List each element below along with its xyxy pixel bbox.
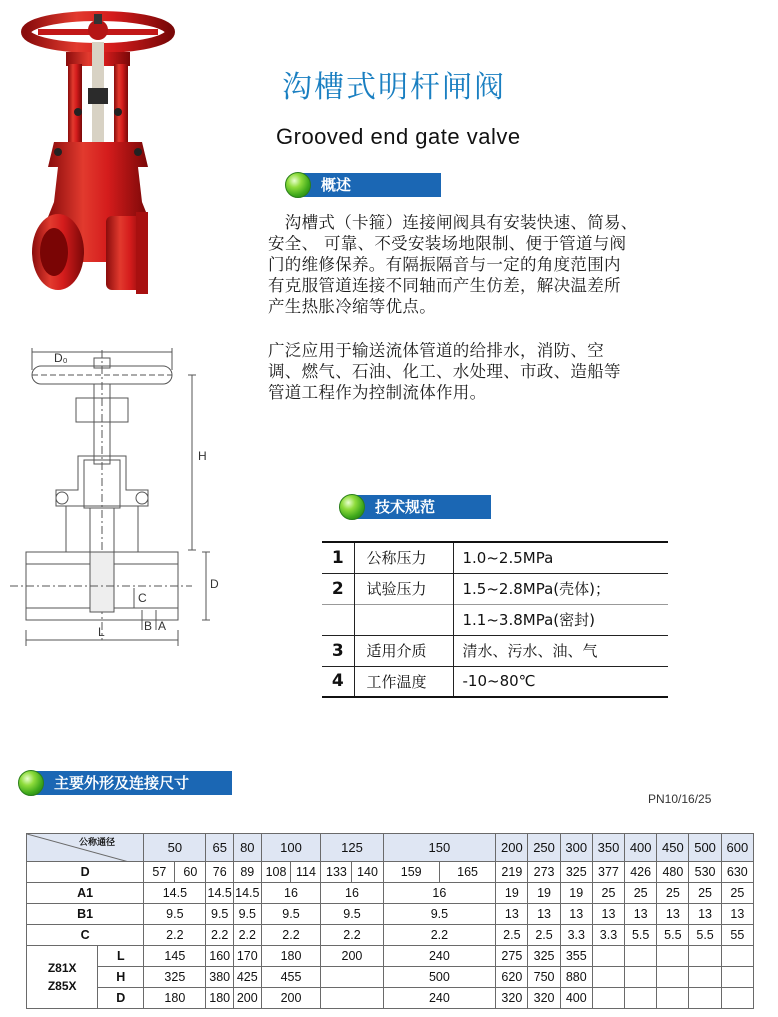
dim-cell: 14.5 bbox=[234, 883, 262, 904]
size-header: 500 bbox=[689, 834, 721, 862]
dim-cell: 180 bbox=[144, 988, 206, 1009]
spec-number: 3 bbox=[322, 635, 354, 666]
valve-photo bbox=[18, 2, 178, 294]
dim-cell: 9.5 bbox=[234, 904, 262, 925]
label-d: D bbox=[210, 577, 219, 591]
spec-row bbox=[322, 635, 668, 666]
dim-cell: 320 bbox=[496, 988, 528, 1009]
dim-cell: 273 bbox=[528, 862, 560, 883]
row-label: B1 bbox=[27, 904, 144, 925]
size-header: 125 bbox=[321, 834, 383, 862]
label-a: A bbox=[158, 619, 167, 633]
row-label: H bbox=[98, 967, 144, 988]
dim-cell: 5.5 bbox=[625, 925, 657, 946]
title-en: Grooved end gate valve bbox=[276, 124, 521, 149]
dim-cell: 165 bbox=[439, 862, 495, 883]
dim-cell: 200 bbox=[234, 988, 262, 1009]
dim-cell: 180 bbox=[261, 946, 321, 967]
spec-value: 清水、污水、油、气 bbox=[453, 635, 668, 666]
section-dims-header bbox=[18, 770, 232, 796]
dim-cell bbox=[689, 967, 721, 988]
dim-model-row bbox=[27, 988, 754, 1009]
dim-cell: 455 bbox=[261, 967, 321, 988]
spec-key: 适用介质 bbox=[354, 635, 453, 666]
section-overview-header bbox=[285, 172, 441, 198]
title-cn: 沟槽式明杆闸阀 bbox=[282, 70, 506, 105]
row-label: C bbox=[27, 925, 144, 946]
spec-number: 1 bbox=[322, 542, 354, 573]
size-header: 65 bbox=[206, 834, 234, 862]
green-ball-icon bbox=[18, 770, 44, 796]
dim-cell: 880 bbox=[560, 967, 592, 988]
dim-cell: 400 bbox=[560, 988, 592, 1009]
spec-key bbox=[354, 604, 453, 635]
row-label: L bbox=[98, 946, 144, 967]
dim-cell bbox=[625, 946, 657, 967]
dim-cell: 620 bbox=[496, 967, 528, 988]
dim-cell: 13 bbox=[560, 904, 592, 925]
application-line: 管道工程作为控制流体作用。 bbox=[268, 383, 487, 402]
dim-cell: 426 bbox=[625, 862, 657, 883]
dim-cell: 13 bbox=[592, 904, 624, 925]
dim-cell: 9.5 bbox=[383, 904, 496, 925]
dim-cell: 25 bbox=[721, 883, 753, 904]
dim-cell: 25 bbox=[689, 883, 721, 904]
dim-cell bbox=[657, 988, 689, 1009]
dim-cell: 5.5 bbox=[689, 925, 721, 946]
dim-cell: 325 bbox=[560, 862, 592, 883]
dim-cell bbox=[657, 946, 689, 967]
dim-cell: 325 bbox=[528, 946, 560, 967]
dim-cell bbox=[592, 988, 624, 1009]
dim-cell: 240 bbox=[383, 988, 496, 1009]
dim-cell: 19 bbox=[528, 883, 560, 904]
model-label bbox=[27, 946, 98, 1009]
dim-cell: 219 bbox=[496, 862, 528, 883]
size-header: 200 bbox=[496, 834, 528, 862]
spec-row bbox=[322, 573, 668, 604]
dim-row bbox=[27, 883, 754, 904]
label-b: B bbox=[144, 619, 153, 633]
dim-cell: 55 bbox=[721, 925, 753, 946]
dim-cell: 13 bbox=[496, 904, 528, 925]
section-spec-title: 技术规范 bbox=[353, 495, 491, 519]
application-line: 调、燃气、石油、化工、水处理、市政、造船等 bbox=[268, 362, 621, 381]
dim-model-row bbox=[27, 946, 754, 967]
dim-cell: 2.2 bbox=[206, 925, 234, 946]
row-label: D bbox=[27, 862, 144, 883]
dim-cell: 377 bbox=[592, 862, 624, 883]
dim-cell: 9.5 bbox=[321, 904, 383, 925]
dim-cell: 3.3 bbox=[560, 925, 592, 946]
dim-cell: 25 bbox=[592, 883, 624, 904]
technical-drawing bbox=[6, 340, 236, 660]
size-header: 400 bbox=[625, 834, 657, 862]
application-text bbox=[268, 340, 768, 403]
dim-cell: 2.5 bbox=[496, 925, 528, 946]
dim-cell: 200 bbox=[321, 946, 383, 967]
dim-cell: 19 bbox=[496, 883, 528, 904]
dim-row bbox=[27, 925, 754, 946]
row-label: D bbox=[98, 988, 144, 1009]
dim-cell bbox=[592, 946, 624, 967]
dim-cell bbox=[721, 946, 753, 967]
dim-cell: 25 bbox=[625, 883, 657, 904]
dim-cell: 114 bbox=[291, 862, 321, 883]
corner-label: 公称通径 bbox=[79, 837, 116, 847]
dim-cell: 133 bbox=[321, 862, 352, 883]
size-header: 300 bbox=[560, 834, 592, 862]
dim-cell: 14.5 bbox=[144, 883, 206, 904]
dim-cell: 159 bbox=[383, 862, 439, 883]
dim-cell: 76 bbox=[206, 862, 234, 883]
dim-cell: 240 bbox=[383, 946, 496, 967]
model-label-2: Z85X bbox=[47, 979, 77, 993]
dim-cell: 2.5 bbox=[528, 925, 560, 946]
dim-cell bbox=[625, 967, 657, 988]
spec-number bbox=[322, 604, 354, 635]
dim-cell bbox=[689, 946, 721, 967]
label-h: H bbox=[198, 449, 207, 463]
dim-cell: 480 bbox=[657, 862, 689, 883]
spec-key: 试验压力 bbox=[354, 573, 453, 604]
section-overview-title: 概述 bbox=[299, 173, 441, 197]
dim-cell bbox=[689, 988, 721, 1009]
spec-key: 工作温度 bbox=[354, 666, 453, 697]
dim-cell: 13 bbox=[528, 904, 560, 925]
dim-cell: 355 bbox=[560, 946, 592, 967]
dim-cell: 425 bbox=[234, 967, 262, 988]
dim-cell bbox=[592, 967, 624, 988]
dim-cell: 2.2 bbox=[234, 925, 262, 946]
spec-table bbox=[322, 541, 668, 698]
dim-cell: 140 bbox=[352, 862, 383, 883]
dim-cell: 13 bbox=[721, 904, 753, 925]
dim-cell: 750 bbox=[528, 967, 560, 988]
dim-cell: 13 bbox=[625, 904, 657, 925]
dim-cell: 9.5 bbox=[144, 904, 206, 925]
dim-cell: 13 bbox=[657, 904, 689, 925]
dim-cell: 320 bbox=[528, 988, 560, 1009]
spec-value: 1.5~2.8MPa(壳体)； bbox=[453, 573, 668, 604]
dim-cell: 530 bbox=[689, 862, 721, 883]
dim-cell bbox=[657, 967, 689, 988]
dim-cell: 3.3 bbox=[592, 925, 624, 946]
dim-header-row bbox=[27, 834, 754, 862]
dim-cell: 145 bbox=[144, 946, 206, 967]
dim-cell: 89 bbox=[234, 862, 262, 883]
dim-cell: 14.5 bbox=[206, 883, 234, 904]
dim-cell: 9.5 bbox=[206, 904, 234, 925]
size-header: 600 bbox=[721, 834, 753, 862]
dim-cell bbox=[625, 988, 657, 1009]
dim-cell bbox=[721, 988, 753, 1009]
spec-key: 公称压力 bbox=[354, 542, 453, 573]
overview-line: 门的维修保养。有隔振隔音与一定的角度范围内 bbox=[268, 255, 621, 274]
spec-value: 1.0~2.5MPa bbox=[453, 542, 668, 573]
dim-cell: 170 bbox=[234, 946, 262, 967]
dim-cell: 325 bbox=[144, 967, 206, 988]
overview-text bbox=[268, 212, 768, 317]
size-header: 150 bbox=[383, 834, 496, 862]
dim-cell bbox=[321, 988, 383, 1009]
green-ball-icon bbox=[285, 172, 311, 198]
dim-cell: 2.2 bbox=[261, 925, 321, 946]
dim-cell: 60 bbox=[175, 862, 206, 883]
spec-row bbox=[322, 604, 668, 635]
size-header: 50 bbox=[144, 834, 206, 862]
section-dims-title: 主要外形及连接尺寸 bbox=[32, 771, 232, 795]
dim-cell: 25 bbox=[657, 883, 689, 904]
dim-row bbox=[27, 904, 754, 925]
spec-number: 4 bbox=[322, 666, 354, 697]
dim-row bbox=[27, 862, 754, 883]
dim-cell: 500 bbox=[383, 967, 496, 988]
size-header: 350 bbox=[592, 834, 624, 862]
dim-model-row bbox=[27, 967, 754, 988]
dim-cell: 9.5 bbox=[261, 904, 321, 925]
dim-cell: 200 bbox=[261, 988, 321, 1009]
dim-cell: 108 bbox=[261, 862, 291, 883]
dim-cell bbox=[321, 967, 383, 988]
size-header: 450 bbox=[657, 834, 689, 862]
dim-cell: 5.5 bbox=[657, 925, 689, 946]
spec-row bbox=[322, 542, 668, 573]
dim-cell: 57 bbox=[144, 862, 175, 883]
corner-cell bbox=[27, 834, 144, 862]
dim-cell: 2.2 bbox=[321, 925, 383, 946]
row-label: A1 bbox=[27, 883, 144, 904]
dimension-table bbox=[26, 833, 754, 1009]
dim-cell: 160 bbox=[206, 946, 234, 967]
dim-cell: 19 bbox=[560, 883, 592, 904]
overview-line: 沟槽式（卡箍）连接闸阀具有安装快速、简易、 bbox=[268, 213, 638, 232]
dim-cell: 380 bbox=[206, 967, 234, 988]
dim-cell: 16 bbox=[383, 883, 496, 904]
overview-line: 安全、 可靠、不受安装场地限制、便于管道与阀 bbox=[268, 234, 627, 253]
dim-cell: 13 bbox=[689, 904, 721, 925]
overview-line: 有克服管道连接不同轴而产生仿差，解决温差所 bbox=[268, 276, 621, 295]
dim-cell: 16 bbox=[321, 883, 383, 904]
dim-cell: 16 bbox=[261, 883, 321, 904]
green-ball-icon bbox=[339, 494, 365, 520]
size-header: 100 bbox=[261, 834, 321, 862]
pn-label: PN10/16/25 bbox=[648, 792, 712, 806]
dim-cell: 630 bbox=[721, 862, 753, 883]
spec-value: 1.1~3.8MPa(密封) bbox=[453, 604, 668, 635]
model-label-1: Z81X bbox=[47, 961, 77, 975]
spec-number: 2 bbox=[322, 573, 354, 604]
application-line: 广泛应用于输送流体管道的给排水，消防、空 bbox=[268, 341, 604, 360]
spec-value: -10~80℃ bbox=[453, 666, 668, 697]
dim-cell: 180 bbox=[206, 988, 234, 1009]
dim-cell bbox=[721, 967, 753, 988]
dim-cell: 2.2 bbox=[144, 925, 206, 946]
label-d0: D₀ bbox=[54, 351, 68, 365]
overview-line: 产生热胀冷缩等优点。 bbox=[268, 297, 436, 316]
size-header: 250 bbox=[528, 834, 560, 862]
label-l: L bbox=[98, 625, 105, 639]
label-c: C bbox=[138, 591, 147, 605]
dim-cell: 275 bbox=[496, 946, 528, 967]
dim-cell: 2.2 bbox=[383, 925, 496, 946]
spec-row bbox=[322, 666, 668, 697]
size-header: 80 bbox=[234, 834, 262, 862]
section-spec-header bbox=[339, 494, 491, 520]
